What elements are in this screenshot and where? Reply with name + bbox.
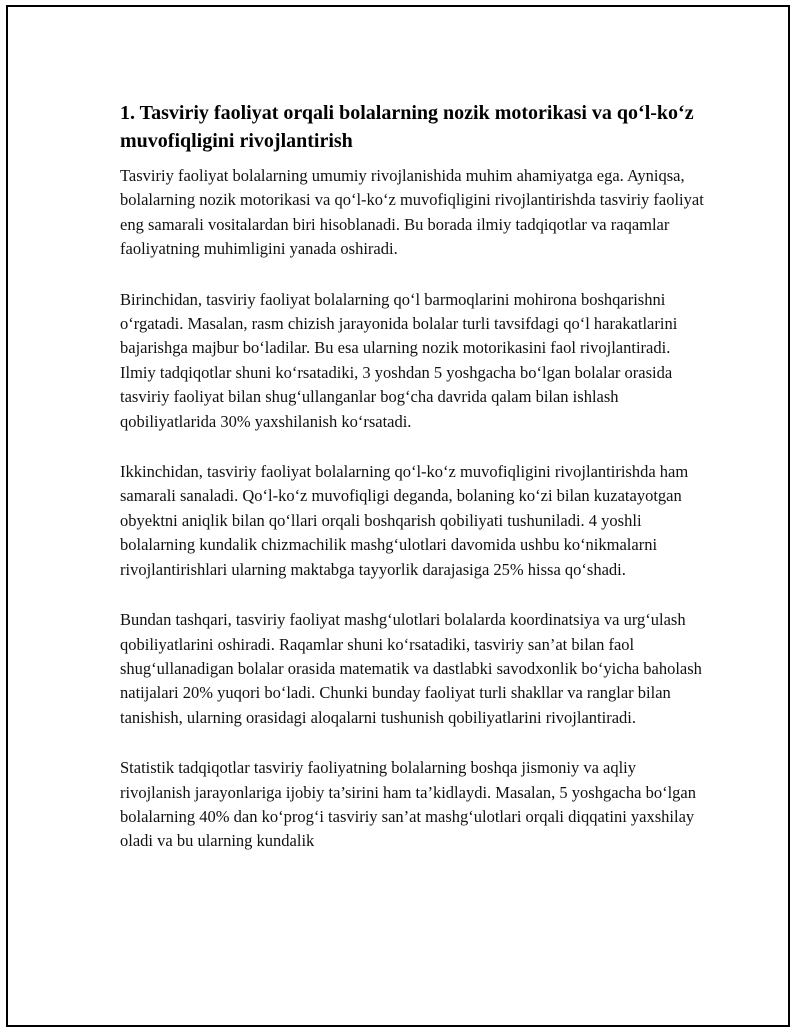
paragraph-1: Tasviriy faoliyat bolalarning umumiy rivojlanishida muhim ahamiyatga ega. Ayniqsa, bolalarning nozik motorikasi va qo‘l-ko‘z muvofiqligini rivojlantirishda tasviriy faoliyat eng samarali vositalardan biri hisoblanadi. Bu borada ilmiy tadqiqotlar va raqamlar faoliyatning muhimligini yanada oshiradi. [120,166,704,259]
paragraph-3: Ikkinchidan, tasviriy faoliyat bolalarning qo‘l-ko‘z muvofiqligini rivojlantirishda ham samarali sanaladi. Qo‘l-ko‘z muvofiqligi deganda, bolaning ko‘zi bilan kuzatayotgan obyektni aniqlik bilan qo‘llari orqali boshqarish qobiliyati tushuniladi. 4 yoshli bolalarning kundalik chizmachilik mashg‘ulotlari davomida ushbu ko‘nikmalarni rivojlantirishlari ularning maktabga tayyorlik darajasiga 25% hissa qo‘shadi. [120,462,689,579]
paragraph-4: Bundan tashqari, tasviriy faoliyat mashg‘ulotlari bolalarda koordinatsiya va urg‘ulash qobiliyatlarini oshiradi. Raqamlar shuni ko‘rsatadiki, tasviriy san’at bilan faol shug‘ullanadigan bolalar orasida matematik va dastlabki savodxonlik bo‘yicha baholash natijalari 20% yuqori bo‘ladi. Chunki bunday faoliyat turli shakllar va ranglar bilan tanishish, ularning orasidagi aloqalarni tushunish qobiliyatlarini rivojlantiradi. [120,610,702,727]
paragraph-2: Birinchidan, tasviriy faoliyat bolalarning qo‘l barmoqlarini mohirona boshqarishni o‘rgatadi. Masalan, rasm chizish jarayonida bolalar turli tavsifdagi qo‘l harakatlarini bajarishga majbur bo‘ladilar. Bu esa ularning nozik motorikasini faol rivojlantiradi. Ilmiy tadqiqotlar shuni ko‘rsatadiki, 3 yoshdan 5 yoshgacha bo‘lgan bolalar orasida tasviriy faoliyat bilan shug‘ullanganlar bog‘cha davrida qalam bilan ishlash qobiliyatlarida 30% yaxshilanish ko‘rsatadi. [120,289,678,431]
section-heading: 1. Tasviriy faoliyat orqali bolalarning nozik motorikasi va qo‘l-ko‘z muvofiqligini rivojlantirish [120,102,694,152]
paragraph-5: Statistik tadqiqotlar tasviriy faoliyatning bolalarning boshqa jismoniy va aqliy rivojlanish jarayonlariga ijobiy ta’sirini ham ta’kidlaydi. Masalan, 5 yoshgacha bo‘lgan bolalarning 40% dan ko‘prog‘i tasviriy san’at mashg‘ulotlari orqali diqqatini yaxshilay oladi va bu ularning kundalik [120,758,696,851]
page-frame [6,5,790,1027]
document-body [120,99,705,880]
